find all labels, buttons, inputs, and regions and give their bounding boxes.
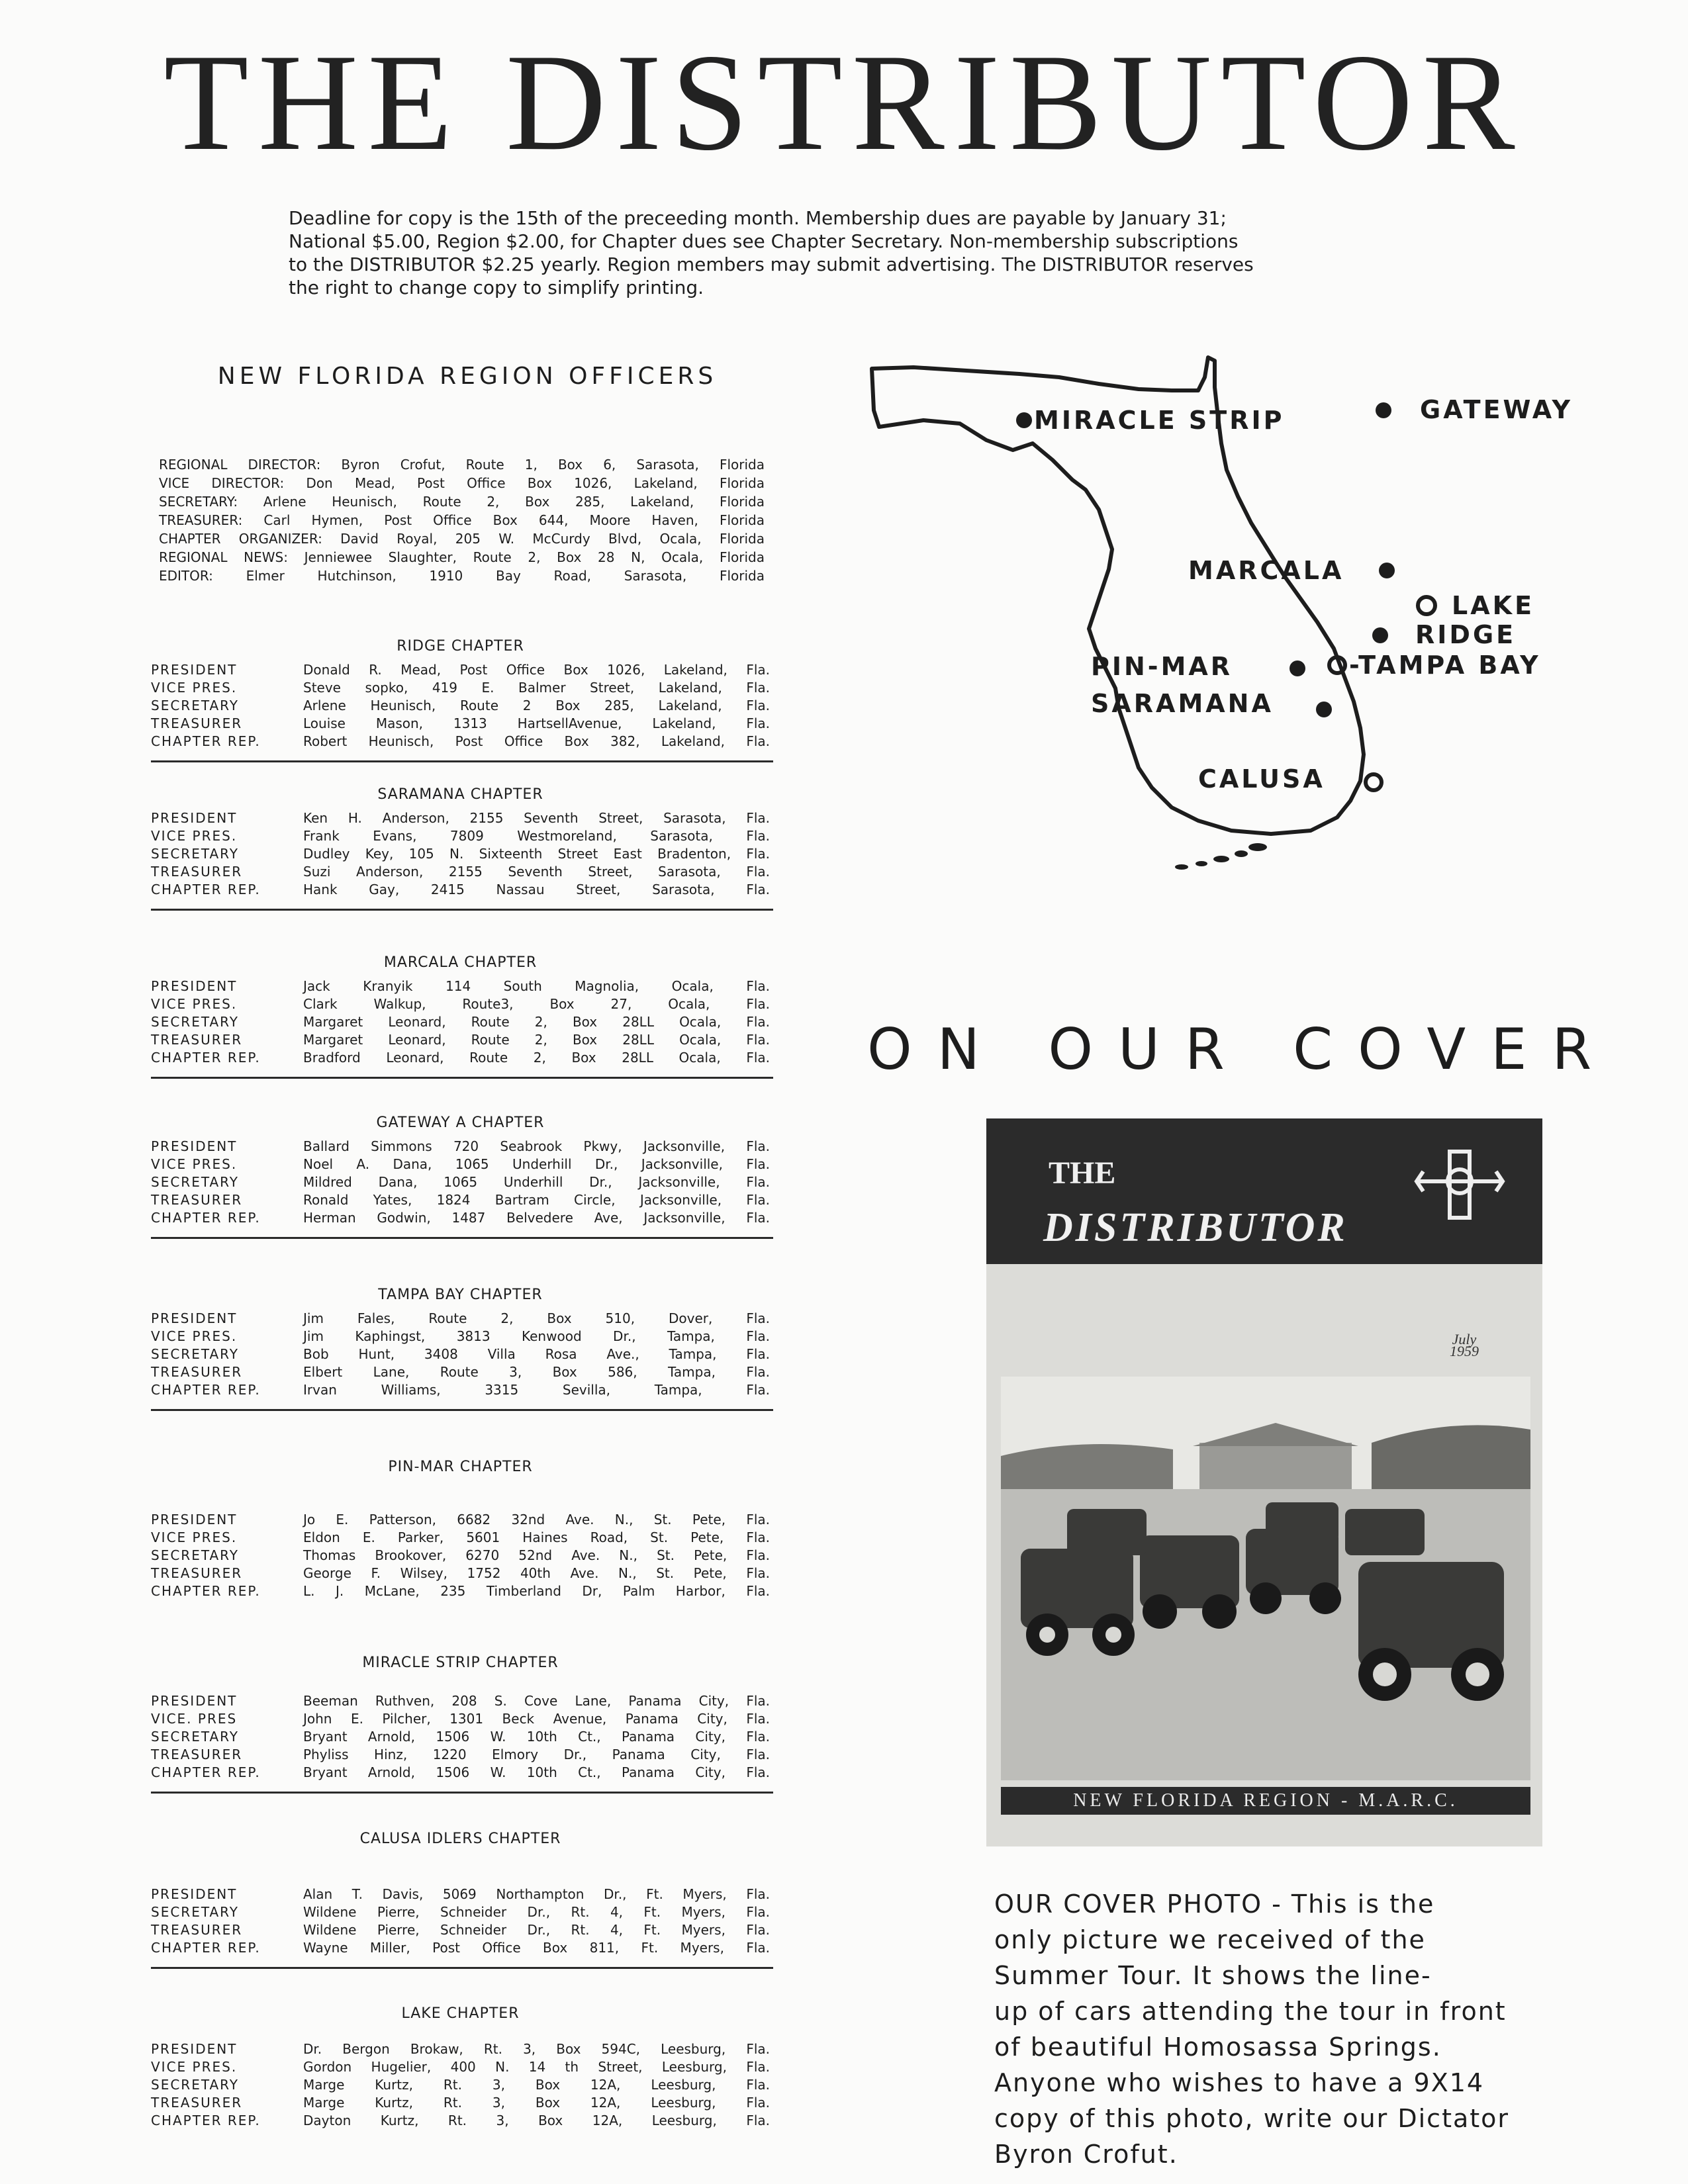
chapter-divider <box>151 1409 773 1411</box>
saramana-label: SARAMANA <box>1091 689 1274 718</box>
deadline-notice <box>289 206 1440 299</box>
officer-info: Marge Kurtz, Rt. 3, Box 12A, Leesburg, Fla. <box>303 2077 770 2093</box>
officer-row <box>151 1050 770 1068</box>
officer-role: VICE PRES. <box>151 1156 238 1172</box>
officer-row <box>151 1547 770 1565</box>
officer-row <box>151 996 770 1014</box>
officer-row <box>151 2059 770 2077</box>
officer-info: Irvan Williams, 3315 Sevilla, Tampa, Fla. <box>303 1382 770 1398</box>
officer-role: PRESIDENT <box>151 2041 238 2057</box>
officer-info: Margaret Leonard, Route 2, Box 28LL Ocala, Fla. <box>303 1014 770 1030</box>
masthead-title: THE DISTRIBUTOR <box>164 26 1524 179</box>
officer-info: Gordon Hugelier, 400 N. 14 th Street, Leesburg, Fla. <box>303 2059 770 2075</box>
officer-info: Thomas Brookover, 6270 52nd Ave. N., St. Pete, Fla. <box>303 1547 770 1563</box>
officer-row <box>151 715 770 733</box>
officer-info: Jim Kaphingst, 3813 Kenwood Dr., Tampa, Fla. <box>303 1328 770 1344</box>
officer-role: PRESIDENT <box>151 1138 238 1154</box>
chapter-title: MIRACLE STRIP CHAPTER <box>362 1655 559 1671</box>
officer-row <box>151 810 770 828</box>
officer-info: Noel A. Dana, 1065 Underhill Dr., Jacksonville, Fla. <box>303 1156 770 1172</box>
officer-info: Dayton Kurtz, Rt. 3, Box 12A, Leesburg, Fla. <box>303 2113 770 2128</box>
calusa-label: CALUSA <box>1198 764 1325 794</box>
cover-date <box>1450 1331 1479 1359</box>
regional-officers-list <box>159 457 765 586</box>
chapter-divider <box>151 1077 773 1079</box>
officer-role: PRESIDENT <box>151 1693 238 1709</box>
officer-row <box>151 1886 770 1904</box>
chapter-title: LAKE CHAPTER <box>401 2005 520 2022</box>
officer-row <box>151 2077 770 2095</box>
officer-role: VICE PRES. <box>151 2059 238 2075</box>
officer-info: Ballard Simmons 720 Seabrook Pkwy, Jacksonville, Fla. <box>303 1138 770 1154</box>
officer-role: PRESIDENT <box>151 810 238 826</box>
chapter-title: PIN-MAR CHAPTER <box>388 1459 533 1475</box>
officer-role: CHAPTER REP. <box>151 1764 261 1780</box>
distributor-logo-icon <box>1410 1145 1509 1231</box>
pin-mar-label: PIN-MAR <box>1091 652 1233 681</box>
regional-officer-line: CHAPTER ORGANIZER: David Royal, 205 W. McCurdy Blvd, Ocala, Florida <box>159 531 765 547</box>
officer-row <box>151 698 770 715</box>
chapter-divider <box>151 1237 773 1239</box>
officer-info: Dudley Key, 105 N. Sixteenth Street East Bradenton, Fla. <box>303 846 770 862</box>
officer-row <box>151 1940 770 1958</box>
officer-info: Herman Godwin, 1487 Belvedere Ave, Jacksonville, Fla. <box>303 1210 770 1226</box>
regional-officer-line: REGIONAL NEWS: Jenniewee Slaughter, Route 2, Box 28 N, Ocala, Florida <box>159 549 765 565</box>
florida-chapter-map <box>861 344 1655 993</box>
officer-role: TREASURER <box>151 1192 243 1208</box>
regional-officer-line: SECRETARY: Arlene Heunisch, Route 2, Box 285, Lakeland, Florida <box>159 494 765 510</box>
officer-role: TREASURER <box>151 1922 243 1938</box>
officer-info: Elbert Lane, Route 3, Box 586, Tampa, Fla. <box>303 1364 770 1380</box>
officer-role: SECRETARY <box>151 698 240 713</box>
lake-marker <box>1418 597 1435 614</box>
officer-info: Wildene Pierre, Schneider Dr., Rt. 4, Ft. Myers, Fla. <box>303 1922 770 1938</box>
officer-row <box>151 1346 770 1364</box>
officer-info: Bryant Arnold, 1506 W. 10th Ct., Panama City, Fla. <box>303 1764 770 1780</box>
regional-officer-line: VICE DIRECTOR: Don Mead, Post Office Box 1026, Lakeland, Florida <box>159 475 765 491</box>
officer-info: Donald R. Mead, Post Office Box 1026, Lakeland, Fla. <box>303 662 770 678</box>
caption-line: Summer Tour. It shows the line- <box>994 1961 1432 1990</box>
caption-line: up of cars attending the tour in front <box>994 1997 1507 2026</box>
marcala-marker <box>1379 563 1395 578</box>
officer-info: Beeman Ruthven, 208 S. Cove Lane, Panama City, Fla. <box>303 1693 770 1709</box>
officer-row <box>151 1565 770 1583</box>
officer-role: TREASURER <box>151 1032 243 1048</box>
officer-role: CHAPTER REP. <box>151 1583 261 1599</box>
officer-role: TREASURER <box>151 715 243 731</box>
officer-role: TREASURER <box>151 1364 243 1380</box>
caption-line: copy of this photo, write our Dictator <box>994 2104 1510 2133</box>
officer-row <box>151 828 770 846</box>
officer-row <box>151 733 770 751</box>
cover-heading: ON OUR COVER <box>867 1017 1617 1083</box>
officer-role: SECRETARY <box>151 1014 240 1030</box>
officer-role: TREASURER <box>151 2095 243 2111</box>
officer-row <box>151 1711 770 1729</box>
deadline-line: Deadline for copy is the 15th of the preceeding month. Membership dues are payable by January 31; <box>289 207 1227 229</box>
cover-date-month: July <box>1452 1331 1477 1347</box>
officer-row <box>151 882 770 899</box>
miracle-strip-label: MIRACLE STRIP <box>1034 406 1285 435</box>
cover-photo-caption <box>994 1886 1544 2172</box>
officer-row <box>151 1583 770 1601</box>
officer-role: PRESIDENT <box>151 1886 238 1902</box>
summer-tour-photo <box>1001 1377 1530 1780</box>
officer-role: CHAPTER REP. <box>151 1940 261 1956</box>
officer-role: TREASURER <box>151 1747 243 1762</box>
gateway-label: GATEWAY <box>1420 395 1573 424</box>
officer-role: VICE PRES. <box>151 996 238 1012</box>
officer-row <box>151 864 770 882</box>
chapter-divider <box>151 1792 773 1794</box>
officer-role: SECRETARY <box>151 2077 240 2093</box>
officer-row <box>151 1747 770 1764</box>
caption-line: Anyone who wishes to have a 9X14 <box>994 2068 1485 2097</box>
officer-info: Clark Walkup, Route3, Box 27, Ocala, Fla. <box>303 996 770 1012</box>
chapter-gateway <box>151 1115 770 1239</box>
chapter-divider <box>151 1967 773 1969</box>
chapter-lake <box>151 2005 770 2130</box>
officer-row <box>151 846 770 864</box>
officer-row <box>151 1904 770 1922</box>
officer-row <box>151 1364 770 1382</box>
officer-role: SECRETARY <box>151 1729 240 1745</box>
officer-info: Robert Heunisch, Post Office Box 382, Lakeland, Fla. <box>303 733 770 749</box>
officer-row <box>151 1328 770 1346</box>
key-island <box>1235 850 1248 857</box>
officer-info: Bob Hunt, 3408 Villa Rosa Ave., Tampa, Fla. <box>303 1346 770 1362</box>
officer-info: Ronald Yates, 1824 Bartram Circle, Jacksonville, Fla. <box>303 1192 770 1208</box>
officer-row <box>151 1764 770 1782</box>
officer-row <box>151 1382 770 1400</box>
officer-info: Hank Gay, 2415 Nassau Street, Sarasota, Fla. <box>303 882 770 897</box>
officer-row <box>151 978 770 996</box>
chapter-pin-mar <box>151 1459 770 1601</box>
regional-officer-line: EDITOR: Elmer Hutchinson, 1910 Bay Road, Sarasota, Florida <box>159 568 765 584</box>
officer-row <box>151 1512 770 1529</box>
cover-footer-band: NEW FLORIDA REGION - M.A.R.C. <box>1001 1787 1530 1815</box>
officer-info: Bryant Arnold, 1506 W. 10th Ct., Panama City, Fla. <box>303 1729 770 1745</box>
key-island <box>1175 864 1188 870</box>
officer-role: VICE PRES. <box>151 680 238 696</box>
officer-role: CHAPTER REP. <box>151 1050 261 1066</box>
officer-row <box>151 1192 770 1210</box>
deadline-line: National $5.00, Region $2.00, for Chapter dues see Chapter Secretary. Non-membership subscriptions <box>289 230 1239 252</box>
chapter-calusa-idlers <box>151 1831 770 1969</box>
officer-role: VICE PRES. <box>151 828 238 844</box>
officer-role: CHAPTER REP. <box>151 733 261 749</box>
caption-line: of beautiful Homosassa Springs. <box>994 2032 1442 2062</box>
officer-role: CHAPTER REP. <box>151 1382 261 1398</box>
officer-role: TREASURER <box>151 864 243 880</box>
officer-info: Jo E. Patterson, 6682 32nd Ave. N., St. Pete, Fla. <box>303 1512 770 1527</box>
officer-role: SECRETARY <box>151 1547 240 1563</box>
officer-row <box>151 2113 770 2130</box>
caption-line: only picture we received of the <box>994 1925 1426 1954</box>
officer-info: Dr. Bergon Brokaw, Rt. 3, Box 594C, Leesburg, Fla. <box>303 2041 770 2057</box>
officer-role: VICE PRES. <box>151 1529 238 1545</box>
chapter-ridge <box>151 638 770 762</box>
officer-role: PRESIDENT <box>151 1310 238 1326</box>
officer-info: Margaret Leonard, Route 2, Box 28LL Ocala, Fla. <box>303 1032 770 1048</box>
calusa-marker <box>1366 774 1382 790</box>
officer-info: Steve sopko, 419 E. Balmer Street, Lakeland, Fla. <box>303 680 770 696</box>
officer-info: Bradford Leonard, Route 2, Box 28LL Ocala, Fla. <box>303 1050 770 1066</box>
miracle-strip-marker <box>1016 412 1032 428</box>
caption-line: Byron Crofut. <box>994 2140 1178 2169</box>
officer-role: VICE. PRES <box>151 1711 238 1727</box>
chapter-title: CALUSA IDLERS CHAPTER <box>359 1831 561 1847</box>
chapter-title: TAMPA BAY CHAPTER <box>378 1287 543 1303</box>
officer-row <box>151 1014 770 1032</box>
ridge-marker <box>1372 627 1388 643</box>
chapter-divider <box>151 760 773 762</box>
officer-role: PRESIDENT <box>151 1512 238 1527</box>
cover-masthead-the: THE <box>1049 1156 1116 1191</box>
officer-row <box>151 1210 770 1228</box>
officer-row <box>151 1310 770 1328</box>
officer-info: Mildred Dana, 1065 Underhill Dr., Jacksonville, Fla. <box>303 1174 770 1190</box>
officer-info: Marge Kurtz, Rt. 3, Box 12A, Leesburg, Fla. <box>303 2095 770 2111</box>
officer-info: Louise Mason, 1313 HartsellAvenue, Lakeland, Fla. <box>303 715 770 731</box>
officer-row <box>151 2095 770 2113</box>
chapter-saramana <box>151 786 770 911</box>
officer-row <box>151 1138 770 1156</box>
officer-row <box>151 680 770 698</box>
chapter-miracle-strip <box>151 1655 770 1794</box>
officer-info: Wildene Pierre, Schneider Dr., Rt. 4, Ft. Myers, Fla. <box>303 1904 770 1920</box>
deadline-line: to the DISTRIBUTOR $2.25 yearly. Region members may submit advertising. The DISTRIBUTOR reserves <box>289 253 1254 275</box>
officer-info: Jim Fales, Route 2, Box 510, Dover, Fla. <box>303 1310 770 1326</box>
officer-role: SECRETARY <box>151 1174 240 1190</box>
cover-date-year: 1959 <box>1450 1343 1479 1359</box>
marcala-label: MARCALA <box>1188 556 1344 585</box>
officer-row <box>151 662 770 680</box>
officer-row <box>151 1729 770 1747</box>
officer-info: Jack Kranyik 114 South Magnolia, Ocala, Fla. <box>303 978 770 994</box>
saramana-marker <box>1316 702 1332 717</box>
officer-info: George F. Wilsey, 1752 40th Ave. N., St. Pete, Fla. <box>303 1565 770 1581</box>
regional-officer-line: TREASURER: Carl Hymen, Post Office Box 644, Moore Haven, Florida <box>159 512 765 528</box>
key-island <box>1196 861 1207 866</box>
ridge-label: RIDGE <box>1415 620 1517 649</box>
officer-info: Suzi Anderson, 2155 Seventh Street, Sarasota, Fla. <box>303 864 770 880</box>
officer-info: Frank Evans, 7809 Westmoreland, Sarasota, Fla. <box>303 828 770 844</box>
officer-info: John E. Pilcher, 1301 Beck Avenue, Panama City, Fla. <box>303 1711 770 1727</box>
officer-row <box>151 1156 770 1174</box>
chapter-title: GATEWAY A CHAPTER <box>376 1115 545 1131</box>
officer-role: PRESIDENT <box>151 978 238 994</box>
lake-label: LAKE <box>1452 591 1535 620</box>
officer-row <box>151 2041 770 2059</box>
chapter-title: MARCALA CHAPTER <box>383 954 538 971</box>
gateway-marker <box>1376 402 1391 418</box>
officer-info: Eldon E. Parker, 5601 Haines Road, St. Pete, Fla. <box>303 1529 770 1545</box>
regional-officer-line: REGIONAL DIRECTOR: Byron Crofut, Route 1, Box 6, Sarasota, Florida <box>159 457 765 473</box>
chapter-title: RIDGE CHAPTER <box>397 638 524 655</box>
cover-photo <box>986 1118 1542 1846</box>
officer-info: Alan T. Davis, 5069 Northampton Dr., Ft. Myers, Fla. <box>303 1886 770 1902</box>
chapter-marcala <box>151 954 770 1079</box>
tampa-bay-label: -TAMPA BAY <box>1349 651 1541 680</box>
chapter-title: SARAMANA CHAPTER <box>377 786 543 803</box>
officer-row <box>151 1032 770 1050</box>
florida-keys <box>1175 843 1267 870</box>
officer-info: Wayne Miller, Post Office Box 811, Ft. Myers, Fla. <box>303 1940 770 1956</box>
officer-row <box>151 1529 770 1547</box>
officer-info: Ken H. Anderson, 2155 Seventh Street, Sarasota, Fla. <box>303 810 770 826</box>
pin-mar-marker <box>1289 660 1305 676</box>
caption-line: OUR COVER PHOTO - This is the <box>994 1889 1435 1919</box>
officer-info: Arlene Heunisch, Route 2 Box 285, Lakeland, Fla. <box>303 698 770 713</box>
officer-role: SECRETARY <box>151 1346 240 1362</box>
officer-role: CHAPTER REP. <box>151 2113 261 2128</box>
officers-heading: NEW FLORIDA REGION OFFICERS <box>217 363 718 390</box>
officer-role: SECRETARY <box>151 1904 240 1920</box>
officer-role: PRESIDENT <box>151 662 238 678</box>
deadline-line: the right to change copy to simplify printing. <box>289 277 704 298</box>
officer-row <box>151 1922 770 1940</box>
cover-masthead-title: DISTRIBUTOR <box>1043 1205 1348 1250</box>
chapter-divider <box>151 909 773 911</box>
chapter-tampa-bay <box>151 1287 770 1411</box>
officer-role: CHAPTER REP. <box>151 1210 261 1226</box>
key-island <box>1248 843 1267 851</box>
officer-info: L. J. McLane, 235 Timberland Dr, Palm Harbor, Fla. <box>303 1583 770 1599</box>
officer-role: TREASURER <box>151 1565 243 1581</box>
officer-role: VICE PRES. <box>151 1328 238 1344</box>
officer-role: CHAPTER REP. <box>151 882 261 897</box>
officer-role: SECRETARY <box>151 846 240 862</box>
officer-row <box>151 1174 770 1192</box>
officer-row <box>151 1693 770 1711</box>
key-island <box>1213 856 1229 862</box>
officer-info: Phyliss Hinz, 1220 Elmory Dr., Panama City, Fla. <box>303 1747 770 1762</box>
